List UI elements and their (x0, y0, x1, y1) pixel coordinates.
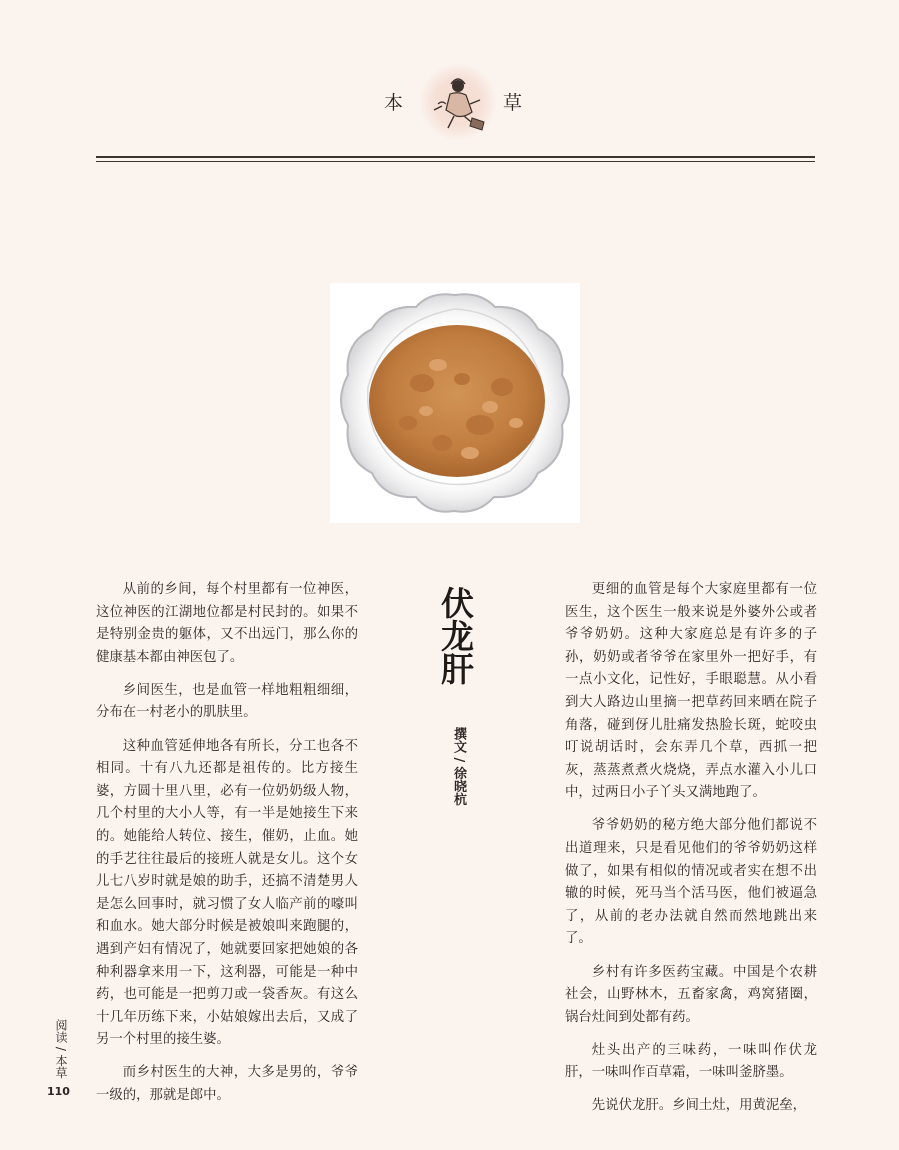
paragraph: 这种血管延伸地各有所长，分工也各不相同。十有八九还都是祖传的。比方接生婆，方圆十里八里，必有一位奶奶级人物，几个村里的大小人等，有一半是她接生下来的。她能给人转位、接生，催奶，止血。她的手艺往往最后的接班人就是女儿。这个女儿七八岁时就是娘的助手，还搞不清楚男人是怎么回事时，就习惯了女人临产前的嚎叫和血水。她大部分时候是被娘叫来跑腿的，遇到产妇有情况了，她就要回家把她娘的各种利器拿来用一下，这利器，可能是一种中药，也可能是一把剪刀或一袋香灰。有这么十几年历练下来，小姑娘嫁出去后，又成了另一个村里的接生婆。 (96, 738, 358, 1048)
paragraph: 灶头出产的三味药，一味叫作伏龙肝，一味叫作百草霜，一味叫釜脐墨。 (565, 1042, 817, 1081)
herb-powder-photo (330, 283, 580, 523)
article-right-column (565, 579, 817, 1129)
header-rule-thick (96, 156, 815, 158)
paragraph: 爷爷奶奶的秘方绝大部分他们都说不出道理来，只是看见他们的爷爷奶奶这样做了，如果有相似的情况或者实在想不出辙的时候，死马当个活马医，他们被逼急了，从前的老办法就自然而然地跳出来了。 (565, 818, 817, 947)
article-title: 伏龙肝 (436, 586, 475, 685)
paragraph: 乡村有许多医药宝藏。中国是个农耕社会，山野林木，五畜家禽，鸡窝猪圈，锅台灶间到处都有药。 (565, 964, 817, 1025)
herbalist-figure-icon (420, 64, 496, 140)
paragraph: 而乡村医生的大神，大多是男的，爷爷一级的，那就是郎中。 (96, 1065, 358, 1103)
page-number: 110 (47, 1085, 70, 1098)
article-byline: 撰文 / 徐晓杭 (451, 727, 466, 806)
paragraph: 更细的血管是每个大家庭里都有一位医生，这个医生一般来说是外婆外公或者爷爷奶奶。这种大家庭总是有许多的子孙，奶奶或者爷爷在家里外一把好手，有一点小文化，记性好，手眼聪慧。从小看到大人路边山里摘一把草药回来晒在院子角落，碰到伢儿肚痛发热脸长斑，蛇咬虫叮说胡话时，会东弄几个草，西抓一把灰，蒸蒸煮煮火烧烧，弄点水灌入小儿口中，过两日小子丫头又满地跑了。 (565, 582, 817, 801)
paragraph: 先说伏龙肝。乡间土灶，用黄泥垒， (591, 1098, 807, 1114)
header-emblem (420, 64, 496, 140)
header-word-right: 草 (503, 92, 523, 114)
article-left-column (96, 579, 358, 1118)
paragraph: 乡间医生，也是血管一样地粗粗细细，分布在一村老小的肌肤里。 (96, 682, 358, 721)
section-label: 阅读 / 本草 (54, 1019, 68, 1079)
header-rule-thin (96, 161, 815, 162)
paragraph: 从前的乡间，每个村里都有一位神医，这位神医的江湖地位都是村民封的。如果不是特别金贵的躯体，又不出远门，那么你的健康基本都由神医包了。 (96, 582, 358, 665)
header-word-left: 本 (384, 92, 404, 114)
